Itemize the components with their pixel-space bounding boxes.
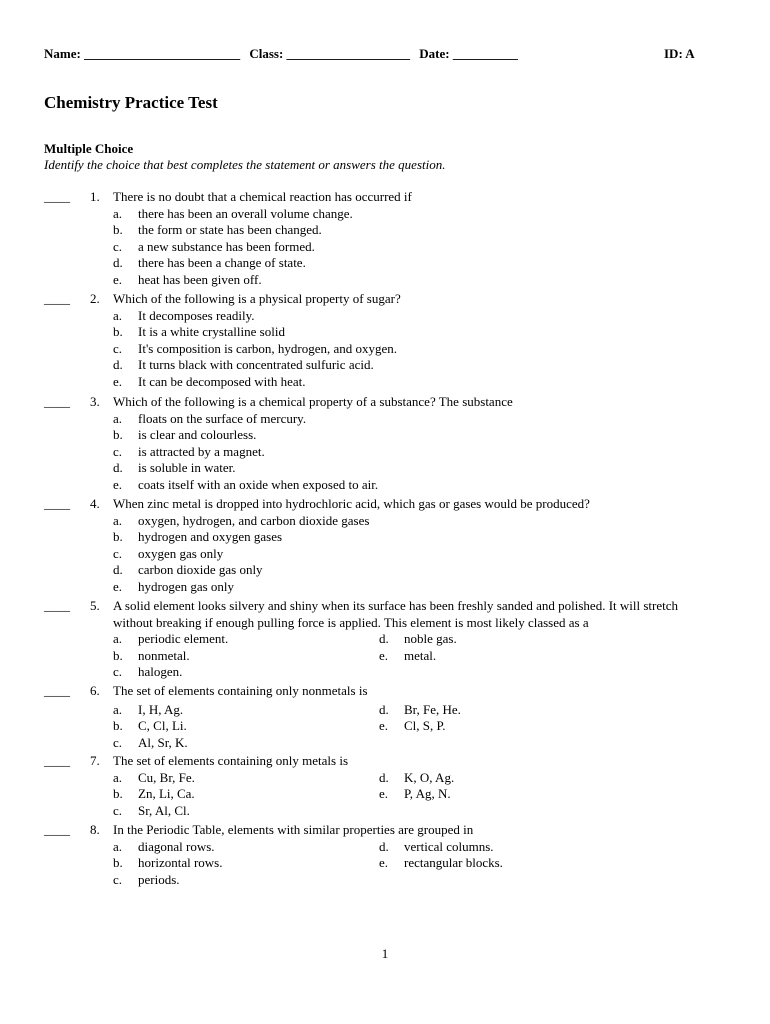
date-field-label: Date: __________ [419, 46, 518, 61]
question-stem: Which of the following is a chemical property of a substance? The substance [113, 394, 513, 409]
choice-a: a. there has been an overall volume change. [113, 205, 353, 221]
question-8 [44, 822, 734, 889]
choice-e: e. It can be decomposed with heat. [113, 373, 306, 389]
choice-d: d. carbon dioxide gas only [113, 562, 263, 578]
answer-blank: ____ [44, 189, 70, 204]
answer-blank: ____ [44, 291, 70, 306]
choice-a: a. oxygen, hydrogen, and carbon dioxide gases [113, 512, 370, 528]
choice-c: c. It's composition is carbon, hydrogen, and oxygen. [113, 340, 398, 356]
choices-grid: a. diagonal rows. b. horizontal rows. c. periods. d. vertical columns. e. rectangular blocks. [113, 838, 503, 887]
choices-grid: a. Cu, Br, Fe. b. Zn, Li, Ca. c. Sr, Al, Cl. d. K, O, Ag. e. P, Ag, N. [113, 769, 455, 818]
answer-blank: ____ [44, 753, 70, 768]
choice-a: a. floats on the surface of mercury. [113, 410, 307, 426]
choices-grid: a. I, H, Ag. b. C, Cl, Li. c. Al, Sr, K. d. Br, Fe, He. e. Cl, S, P. [113, 701, 461, 750]
question-number: 4. [90, 496, 100, 511]
question-stem-line-2: without breaking if enough pulling force is applied. This element is most likely classed as a [113, 614, 589, 630]
question-stem: The set of elements containing only metals is [113, 753, 349, 768]
question-stem-line-1: A solid element looks silvery and shiny when its surface has been freshly sanded and polished. It will stretch [113, 598, 679, 613]
question-stem: Which of the following is a physical property of sugar? [113, 291, 401, 306]
choice-d: d. is soluble in water. [113, 460, 236, 476]
question-4 [44, 496, 734, 596]
choices-grid: a. periodic element. b. nonmetal. c. halogen. d. noble gas. e. metal. [113, 631, 457, 680]
question-number: 1. [90, 189, 100, 204]
choice-e: e. coats itself with an oxide when exposed to air. [113, 476, 379, 492]
instructions-text: Identify the choice that best completes the statement or answers the question. [44, 157, 446, 172]
question-stem: In the Periodic Table, elements with similar properties are grouped in [113, 822, 474, 837]
answer-blank: ____ [44, 394, 70, 409]
question-6 [44, 683, 734, 750]
name-field-label: Name: ________________________ [44, 46, 241, 61]
question-stem: When zinc metal is dropped into hydrochloric acid, which gas or gases would be produced? [113, 496, 590, 511]
question-number: 5. [90, 598, 100, 613]
choice-d: d. there has been a change of state. [113, 255, 306, 271]
question-number: 7. [90, 753, 100, 768]
question-1 [44, 189, 734, 289]
choice-c: c. is attracted by a magnet. [113, 443, 265, 459]
section-heading: Multiple Choice [44, 141, 134, 156]
choice-b: b. is clear and colourless. [113, 427, 257, 443]
question-5 [44, 598, 734, 681]
choice-c: c. a new substance has been formed. [113, 238, 315, 254]
question-number: 3. [90, 394, 100, 409]
choice-e: e. heat has been given off. [113, 271, 262, 287]
question-number: 6. [90, 683, 100, 698]
question-2 [44, 291, 734, 391]
answer-blank: ____ [44, 598, 70, 613]
question-7 [44, 753, 734, 820]
class-field-label: Class: ___________________ [249, 46, 411, 61]
page-number: 1 [381, 946, 389, 961]
question-number: 8. [90, 822, 100, 837]
question-stem: There is no doubt that a chemical reaction has occurred if [113, 189, 412, 204]
question-3 [44, 394, 734, 494]
student-info-header [44, 46, 724, 62]
choice-b: b. hydrogen and oxygen gases [113, 529, 283, 545]
question-number: 2. [90, 291, 100, 306]
answer-blank: ____ [44, 683, 70, 698]
answer-blank: ____ [44, 822, 70, 837]
answer-blank: ____ [44, 496, 70, 511]
choice-d: d. It turns black with concentrated sulfuric acid. [113, 357, 374, 373]
choice-c: c. oxygen gas only [113, 545, 224, 561]
page-title: Chemistry Practice Test [44, 93, 218, 112]
question-stem: The set of elements containing only nonmetals is [113, 683, 368, 698]
choice-a: a. It decomposes readily. [113, 307, 255, 323]
choice-b: b. It is a white crystalline solid [113, 324, 285, 340]
choice-e: e. hydrogen gas only [113, 578, 235, 594]
test-id: ID: A [664, 46, 695, 61]
choice-b: b. the form or state has been changed. [113, 222, 322, 238]
